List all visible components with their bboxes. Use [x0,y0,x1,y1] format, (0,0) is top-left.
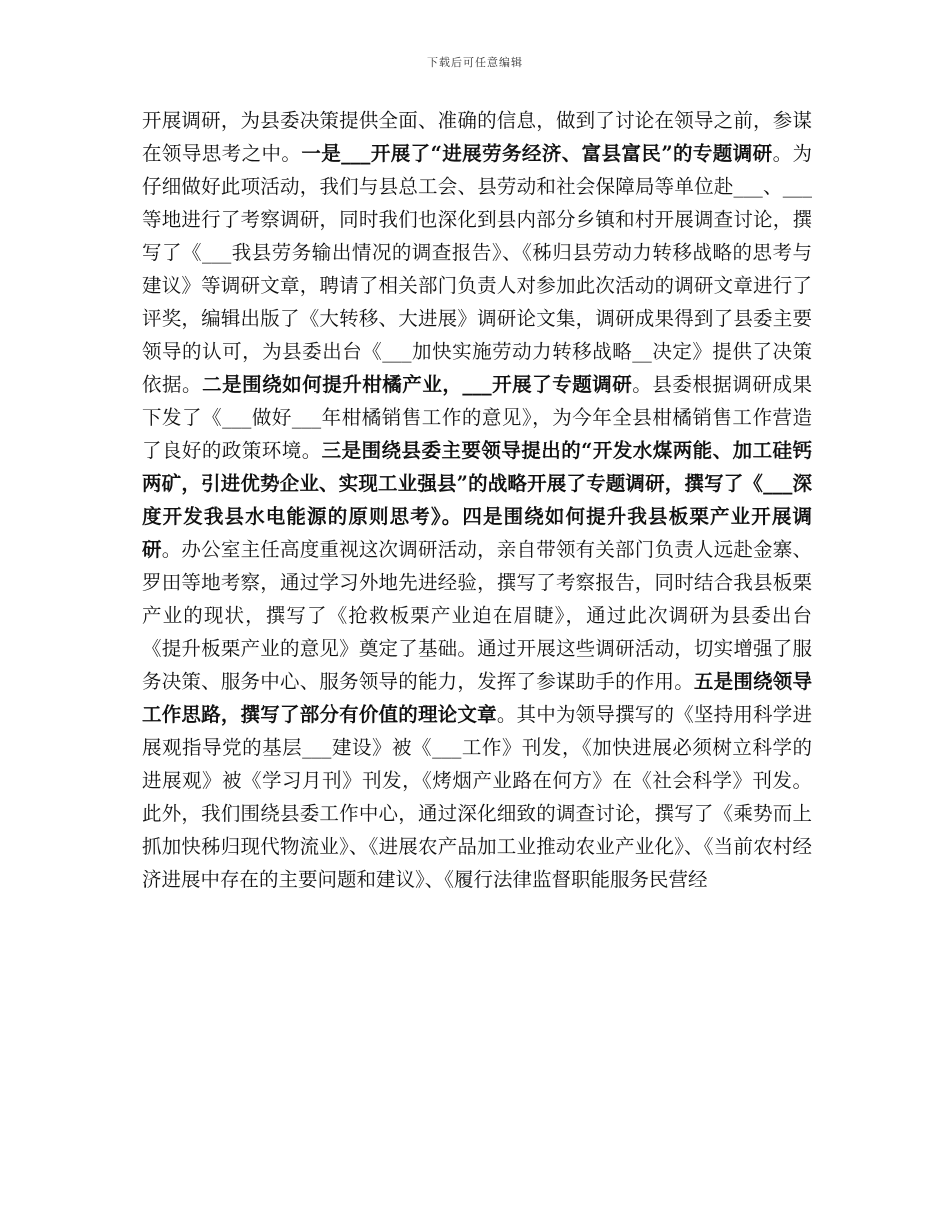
bold-heading-segment: 一是___开展了“进展劳务经济、富县富民”的专题调研 [301,142,773,165]
text-segment: 。为仔细做好此项活动，我们与县总工会、县劳动和社会保障局等单位赴___、___等地进行了考察调研，同时我们也深化到县内部分乡镇和村开展调查讨论，撰写了《___我县劳务输出情况的调查报告》、《秭归县劳动力转移战略的思考与建议》等调研文章，聘请了相关部门负责人对参加此次活动的调研文章进行了评奖，编辑出版了《大转移、大进展》调研论文集，调研成果得到了县委主要领导的认可，为县委出台《___加快实施劳动力转移战略__决定》提供了决策依据。 [142,142,812,396]
body-paragraph [142,104,812,896]
text-segment: 开展调研，为县委决策提供全面、准确的信息，做到了讨论在领导之前，参谋在领导思考之中。 [142,109,812,165]
text-segment: 。办公室主任高度重视这次调研活动，亲自带领有关部门负责人远赴金寨、罗田等地考察，通过学习外地先进经验，撰写了考察报告，同时结合我县板栗产业的现状，撰写了《抢救板栗产业迫在眉睫》，通过此次调研为县委出台《提升板栗产业的意见》奠定了基础。通过开展这些调研活动，切实增强了服务决策、服务中心、服务领导的能力，发挥了参谋助手的作用。 [142,538,812,693]
bold-heading-segment: 二是围绕如何提升柑橘产业，___开展了专题调研 [202,373,633,396]
text-segment: 。其中为领导撰写的《坚持用科学进展观指导党的基层___建设》被《___工作》刊发，《加快进展必须树立科学的进展观》被《学习月刊》刊发，《烤烟产业路在何方》在《社会科学》刊发。此外，我们围绕县委工作中心，通过深化细致的调查讨论，撰写了《乘势而上抓加快秭归现代物流业》、《进展农产品加工业推动农业产业化》、《当前农村经济进展中存在的主要问题和建议》、《履行法律监督职能服务民营经 [142,703,812,891]
text-segment: 。县委根据调研成果下发了《___做好___年柑橘销售工作的意见》，为今年全县柑橘销售工作营造了良好的政策环境。 [142,373,812,462]
bold-heading-segment: 三是围绕县委主要领导提出的“开发水煤两能、加工硅钙两矿，引进优势企业、实现工业强县”的战略开展了专题调研，撰写了《___深度开发我县水电能源的原则思考》。四是围绕如何提升我县板栗产业开展调研 [142,439,812,561]
bold-heading-segment: 五是围绕领导工作思路，撰写了部分有价值的理论文章 [142,670,812,726]
header-note: 下载后可任意编辑 [427,56,523,69]
